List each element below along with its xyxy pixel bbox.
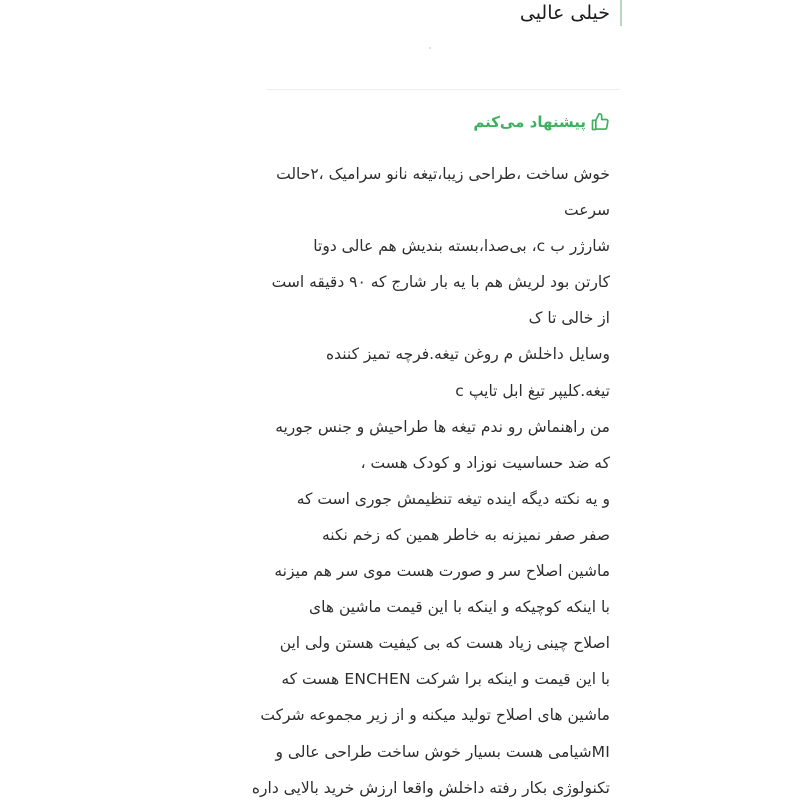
review-line: و یه نکته دیگه اینده تیغه تنظیمش جوری است که — [296, 489, 610, 508]
review-line: که ضد حساسیت نوزاد و کودک هست ، — [360, 453, 610, 472]
divider — [267, 89, 620, 90]
review-line: کارتن بود لریش هم با یه بار شارج که ۹۰ دقیقه است — [271, 273, 610, 292]
review-line: اصلاح چینی زیاد هست که بی کیفیت هستن ولی این — [279, 634, 610, 653]
review-line: سرعت — [563, 201, 610, 220]
review-line: من راهنماش رو ندم تیغه ها طراحیش و جنس جوریه — [275, 417, 610, 436]
review-line: وسایل داخلش م روغن تیغه.فرچه تمیز کننده — [325, 345, 610, 364]
review-line: صفر صفر نمیزنه به خاطر همین که زخم نکنه — [321, 525, 610, 544]
review-line: از خالی تا ک — [528, 309, 610, 328]
thumbs-up-icon — [590, 112, 610, 132]
review-line: خوش ساخت ،طراحی زیبا،تیغه نانو سرامیک ،۲حالت — [276, 165, 610, 183]
review-line: با اینکه کوچیکه و اینکه با این قیمت ماشین های — [309, 598, 610, 617]
review-line: ماشین های اصلاح تولید میکنه و از زیر مجموعه شرکت — [260, 706, 610, 725]
review-line: شارژر ب c، بی‌صدا،بسته بندیش هم عالی دوتا — [313, 237, 610, 256]
review-title-block — [520, 0, 622, 26]
review-title: خیلی عالیی — [519, 1, 610, 24]
review-line: تیغه.کلیپر تیغ ابل تایپ c — [455, 381, 610, 400]
review-line: تکنولوژی بکار رفته داخلش واقعا ارزش خرید بالایی داره — [251, 778, 610, 797]
review-line: MIشیامی هست بسیار خوش ساخت طراحی عالی و — [275, 742, 610, 761]
review-line: با این قیمت و اینکه برا شرکت ENCHEN هست که — [281, 670, 610, 689]
review-line: ماشین اصلاح سر و صورت هست موی سر هم میزنه — [274, 562, 610, 581]
recommend-label: پیشنهاد می‌کنم — [473, 113, 586, 131]
review-body — [200, 156, 610, 806]
recommend-badge — [473, 112, 610, 132]
decorative-dot — [429, 47, 431, 49]
